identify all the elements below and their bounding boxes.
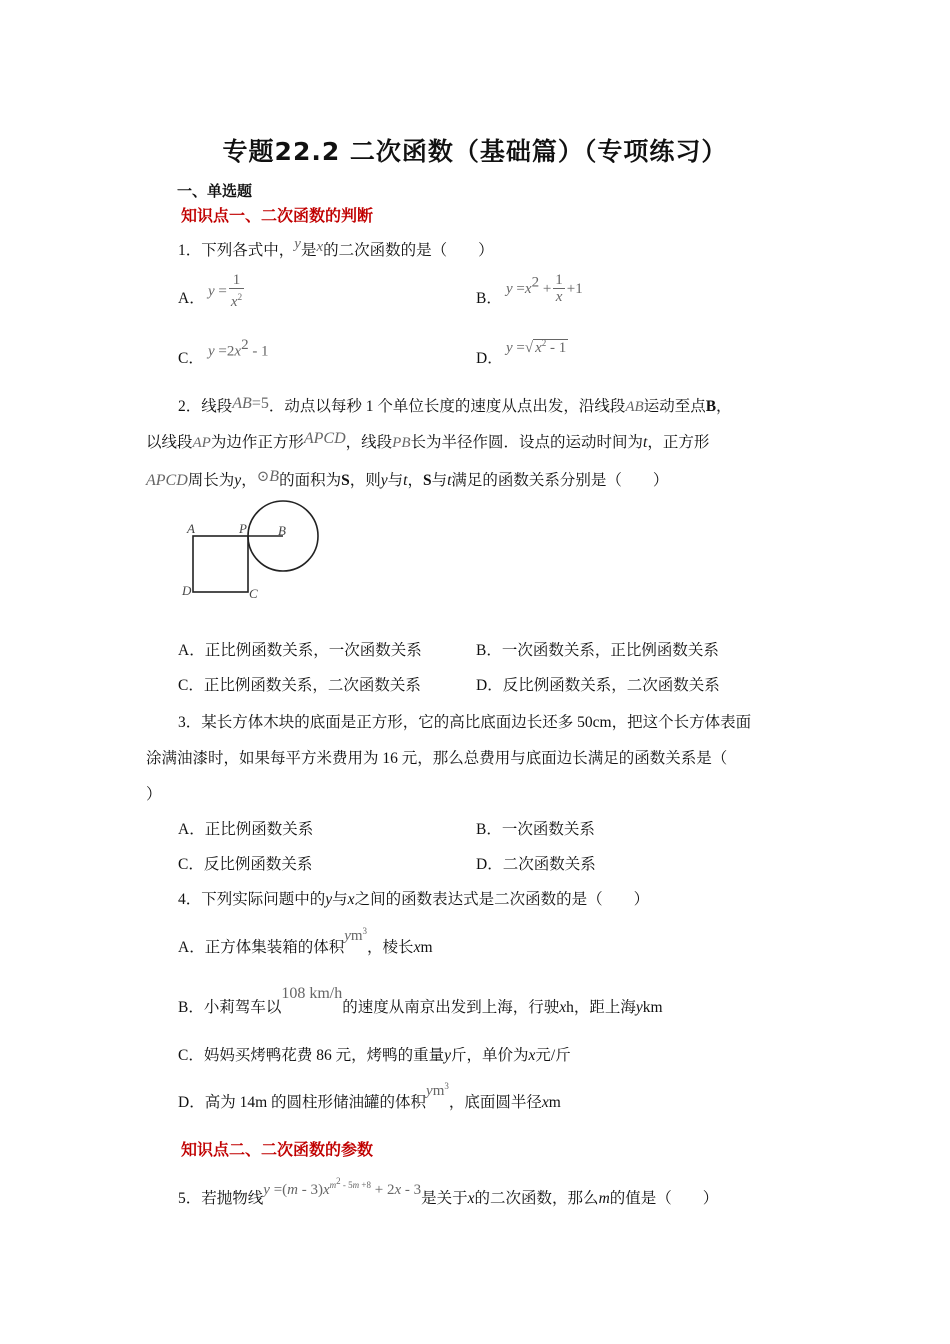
q1-option-b	[476, 286, 502, 308]
q2-line-2	[146, 430, 709, 452]
q3-option-b: B．一次函数关系	[476, 821, 595, 838]
q4-var-x: x	[347, 891, 355, 908]
q3-line-3: ）	[146, 786, 162, 803]
q2-ab: AB	[232, 395, 252, 412]
q2-var-s: S	[341, 472, 350, 489]
q2-var-t: t	[447, 472, 452, 489]
q3-option-a: A．正比例函数关系	[178, 821, 314, 838]
q4-var-x: x	[541, 1094, 549, 1111]
q5-text: 的值是（ ）	[609, 1190, 719, 1207]
q4-d-text: D．高为 14m 的圆柱形储油罐的体积	[178, 1094, 427, 1111]
q2-option-c: C．正比例函数关系，二次函数关系	[178, 677, 421, 694]
q2-text: 长为半径作圆．设点的运动时间为	[410, 434, 643, 451]
q2-text: ，线段	[345, 434, 393, 451]
q2-text: ，正方形	[647, 434, 710, 451]
q2-text: 以线段	[146, 434, 193, 451]
q4-option-c	[178, 1043, 571, 1065]
q4-b-text: h，距上海	[566, 999, 636, 1016]
q2-apcd: APCD	[303, 430, 346, 447]
q5-var-m: m	[598, 1190, 610, 1207]
q2-ab: AB	[625, 399, 644, 415]
q3-option-c: C．反比例函数关系	[178, 856, 313, 873]
q4-d-unit: m	[548, 1094, 561, 1111]
label-c: C	[249, 586, 258, 601]
q2-text: 满足的函数关系分别是（ ）	[451, 472, 669, 489]
q4-d-text: ，底面圆半径	[448, 1094, 542, 1111]
q1-var-y: y	[294, 236, 301, 252]
q2-text: 2．线段	[178, 398, 233, 415]
q4-text: 与	[332, 891, 348, 908]
q4-var-y: y	[635, 999, 643, 1016]
q2-var-t: t	[403, 472, 408, 489]
q2-eq5: =5	[251, 395, 269, 412]
q2-apcd: APCD	[146, 472, 188, 489]
q4-c-text: C．妈妈买烤鸭花费 86 元，烤鸭的重量	[178, 1047, 445, 1064]
q2-pb: PB	[392, 435, 411, 451]
q2-option-b: B．一次函数关系，正比例函数关系	[476, 642, 719, 659]
q2-text: 周长为	[187, 472, 235, 489]
q3-option-d: D．二次函数关系	[476, 856, 596, 873]
q2-circle-symbol: ⊙	[256, 469, 270, 485]
q4-option-a: A．正方体集装箱的体积$ym^3$，棱长xm	[178, 926, 433, 956]
q4-b-unit: km	[642, 999, 663, 1016]
knowledge-point-2: 知识点二、二次函数的参数	[181, 1140, 374, 1159]
label-b: B	[278, 523, 286, 538]
q4-option-b	[178, 985, 663, 1017]
label-p: P	[239, 521, 247, 536]
q4-a-unit: m	[420, 939, 433, 956]
q2-var-s: S	[422, 472, 432, 489]
q5-stem	[178, 1176, 719, 1208]
q3-line-2: 涂满油漆时，如果每平方米费用为 16 元，那么总费用与底面边长满足的函数关系是（	[146, 750, 728, 767]
page-title: 专题22.2 二次函数（基础篇）（专项练习）	[222, 137, 728, 166]
q4-var-x: x	[559, 999, 567, 1016]
q1-option-a	[178, 286, 205, 308]
q4-c-text: 元/斤	[535, 1047, 571, 1064]
q2-text: 与	[387, 472, 404, 489]
q1-text-post: 的二次函数的是（ ）	[323, 242, 494, 259]
square-apcd	[193, 536, 248, 592]
q1-option-a-label: A．	[178, 290, 205, 307]
q2-var-t: t	[643, 434, 648, 451]
q1-option-c-formula: $y =2x^2 - 1$	[208, 337, 269, 360]
q2-line-3	[146, 468, 668, 490]
q5-text: 是关于	[421, 1190, 468, 1207]
q5-text: 的二次函数，那么	[474, 1190, 599, 1207]
q5-formula: $y =(m - 3)x^{m^2 - 5m +8} + 2x - 3$	[263, 1176, 422, 1198]
q4-stem	[178, 887, 649, 909]
q4-text: 4．下列实际问题中的	[178, 891, 326, 908]
q2-line-1	[178, 394, 732, 416]
q5-var-x: x	[467, 1190, 475, 1207]
q1-option-c	[178, 346, 204, 368]
q1-option-a-formula: y = $\frac{1}{x^2}$	[208, 272, 243, 310]
section-heading: 一、单选题	[177, 182, 253, 200]
q4-speed: 108 km/h	[281, 985, 343, 1002]
q1-option-d-label: D．	[476, 350, 503, 367]
q5-text: 5．若抛物线	[178, 1190, 264, 1207]
q1-number: 1．	[178, 242, 202, 259]
q4-b-text: 的速度从南京出发到上海，行驶	[342, 999, 560, 1016]
q4-var-x: x	[413, 939, 421, 956]
q2-option-a: A．正比例函数关系，一次函数关系	[178, 642, 422, 659]
q2-option-d: D．反比例函数关系，二次函数关系	[476, 677, 720, 694]
q2-var-y: y	[380, 472, 388, 489]
q1-text-mid: 是	[300, 242, 317, 259]
q2-circle-b: B	[269, 468, 280, 485]
q2-text: 的面积为	[279, 472, 342, 489]
q4-var-y: y	[325, 891, 333, 908]
q4-a-text: ，棱长	[367, 939, 414, 956]
q2-text: ，	[241, 472, 257, 489]
q1-option-d	[476, 346, 503, 368]
q4-a-text: A．正方体集装箱的体积	[178, 939, 345, 956]
q4-c-text: 斤，单价为	[450, 1047, 529, 1064]
question-1-stem	[178, 238, 494, 260]
q1-option-c-label: C．	[178, 350, 204, 367]
q4-text: 之间的函数表达式是二次函数的是（ ）	[354, 891, 650, 908]
q3-line-1: 3．某长方体木块的底面是正方形，它的高比底面边长还多 50cm，把这个长方体表面	[178, 714, 752, 731]
q2-text: ，	[716, 398, 732, 415]
q2-var-y: y	[234, 472, 242, 489]
q1-var-x: x	[316, 239, 324, 255]
label-a: A	[187, 521, 195, 536]
q2-ap: AP	[192, 435, 211, 451]
q2-text: 与	[431, 472, 448, 489]
q1-option-b-formula: $y =x^2$ + $\frac{1}{x}$ +1	[506, 272, 583, 305]
q2-text: ，则	[349, 472, 381, 489]
q4-var-y: y	[444, 1047, 451, 1064]
q2-figure	[175, 498, 335, 608]
q4-b-text: B．小莉驾车以	[178, 999, 282, 1016]
q2-text: 运动至点	[643, 398, 706, 415]
q2-text: 为边作正方形	[210, 434, 304, 451]
q2-text: ，	[407, 472, 423, 489]
label-d: D	[182, 583, 192, 598]
q1-option-d-formula: y =√ $x^2 - 1$	[506, 338, 567, 356]
q1-option-b-label: B．	[476, 290, 502, 307]
q4-var-x: x	[528, 1047, 536, 1064]
q1-text: 下列各式中，	[201, 242, 295, 259]
q2-point-b: B	[705, 398, 717, 415]
q4-option-d: D．高为 14m 的圆柱形储油罐的体积$ym^3$，底面圆半径xm	[178, 1081, 561, 1111]
knowledge-point-1: 知识点一、二次函数的判断	[181, 206, 374, 225]
q2-text: ．动点以每秒 1 个单位长度的速度从点出发，沿线段	[268, 398, 626, 415]
